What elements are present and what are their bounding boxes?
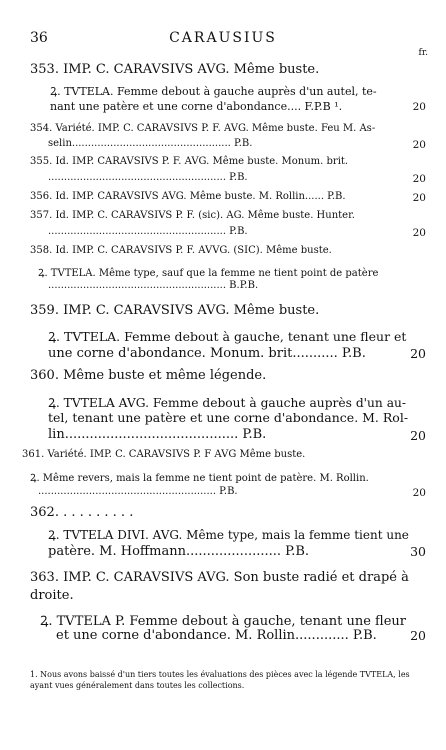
entry-354-line-1: 354. Variété. IMP. C. CARAVSIVS P. F. AVG. Même buste. Feu M. As-	[30, 123, 376, 134]
entry-354-value: 20	[412, 139, 426, 151]
entry-357-line-2: ........................................................ P.B.	[48, 226, 248, 237]
entry-355-line-2: ........................................................ P.B.	[48, 172, 248, 183]
entry-362-line-2: Ꝝ. TVTELA DIVI. AVG. Même type, mais la femme tient une	[48, 528, 409, 542]
entry-354-line-2: selin.................................................. P.B.	[48, 138, 253, 149]
page-title: CARAUSIUS	[169, 30, 277, 46]
entry-363-line-1: 363. IMP. C. CARAVSIVS AVG. Son buste radié et drapé à	[30, 570, 409, 585]
entry-363-line-2: droite.	[30, 588, 74, 603]
entry-361-value: 20	[412, 487, 426, 499]
entry-359-value: 20	[410, 346, 426, 361]
entry-362-line-3: patère. M. Hoffmann....................... P.B.	[48, 544, 310, 559]
entry-359-line-1: 359. IMP. C. CARAVSIVS AVG. Même buste.	[30, 303, 320, 318]
entry-358-line-3: ........................................................ B.P.B.	[48, 280, 259, 291]
entry-353-line-2: Ꝝ. TVTELA. Femme debout à gauche auprès d'un autel, te-	[50, 85, 377, 98]
entry-357-value: 20	[412, 227, 426, 239]
page-number: 36	[30, 30, 48, 46]
entry-357-line-1: 357. Id. IMP. C. CARAVSIVS P. F. (sic). AG. Même buste. Hunter.	[30, 210, 355, 221]
entry-358-line-2: Ꝝ. TVTELA. Même type, sauf que la femme ne tient point de patère	[38, 268, 379, 279]
entry-360-line-3: tel, tenant une patère et une corne d'abondance. M. Rol-	[48, 410, 409, 425]
entry-359-line-3: une corne d'abondance. Monum. brit........... P.B.	[48, 346, 366, 361]
entry-362-line-1: 362. . . . . . . . . .	[30, 505, 134, 520]
entry-361-line-1: 361. Variété. IMP. C. CARAVSIVS P. F AVG Même buste.	[22, 449, 306, 460]
entry-353-value: 20	[412, 101, 426, 113]
entry-356-value: 20	[412, 192, 426, 204]
entry-358-line-1: 358. Id. IMP. C. CARAVSIVS P. F. AVVG. (SIC). Même buste.	[30, 245, 332, 256]
entry-363-line-3: Ꝝ. TVTELA P. Femme debout à gauche, tenant une fleur	[40, 614, 406, 629]
entry-359-line-2: Ꝝ. TVTELA. Femme debout à gauche, tenant une fleur et	[48, 329, 407, 344]
entry-355-line-1: 355. Id. IMP. CARAVSIVS P. F. AVG. Même buste. Monum. brit.	[30, 156, 349, 167]
entry-360-line-1: 360. Même buste et même légende.	[30, 368, 267, 383]
entry-353-line-3: nant une patère et une corne d'abondance.... F.P.B ¹.	[50, 100, 343, 113]
entry-361-line-2: Ꝝ. Même revers, mais la femme ne tient point de patère. M. Rollin.	[30, 473, 369, 484]
entry-355-value: 20	[412, 173, 426, 185]
footnote: 1. Nous avons baissé d'un tiers toutes les évaluations des pièces avec la légende TVTELA, les ayant vues généralement dans toutes les collections.	[30, 670, 410, 690]
entry-360-line-4: lin.......................................... P.B.	[48, 427, 267, 442]
entry-363-value: 20	[410, 628, 426, 643]
entry-363-line-4: et une corne d'abondance. M. Rollin............. P.B.	[56, 628, 377, 643]
entry-361-line-3: ........................................................ P.B.	[38, 486, 238, 497]
entry-356-line-1: 356. Id. IMP. CARAVSIVS AVG. Même buste. M. Rollin...... P.B.	[30, 191, 346, 202]
entry-360-value: 20	[410, 428, 426, 443]
entry-353-line-1: 353. IMP. C. CARAVSIVS AVG. Même buste.	[30, 62, 320, 77]
entry-362-value: 30	[410, 544, 426, 559]
entry-360-line-2: Ꝝ. TVTELA AVG. Femme debout à gauche auprès d'un au-	[48, 396, 407, 410]
price-column-label: fr.	[418, 48, 428, 58]
